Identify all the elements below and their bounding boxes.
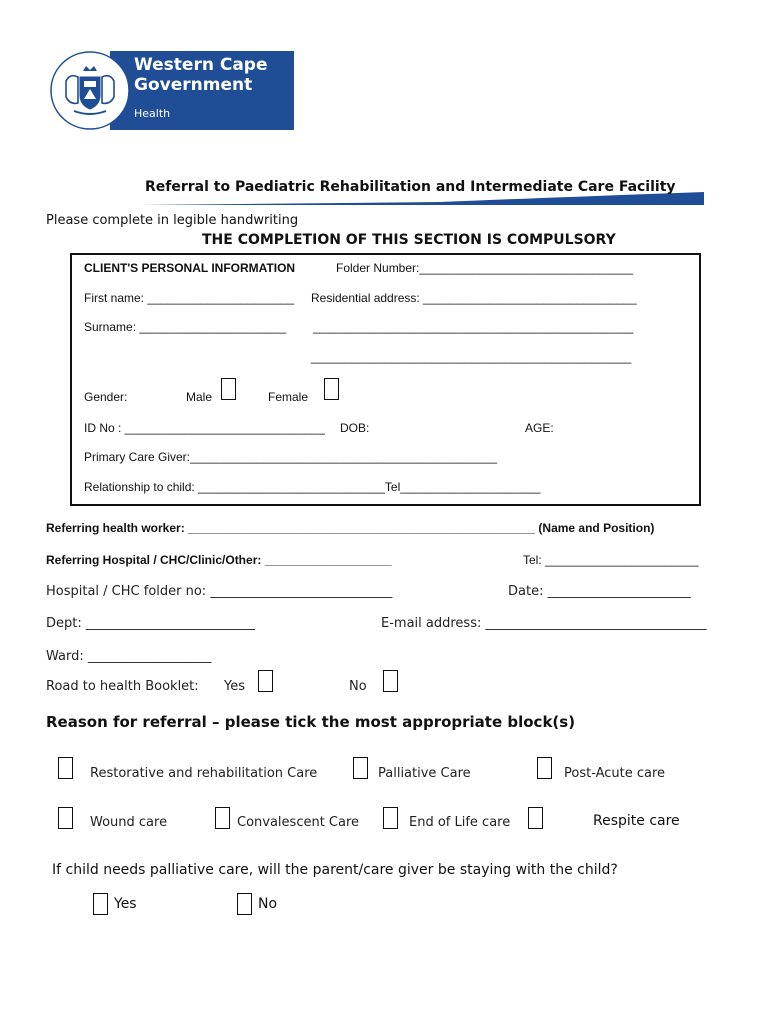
palliative-label: Palliative Care [378, 766, 471, 781]
post-acute-checkbox[interactable] [537, 757, 552, 779]
dob-field[interactable]: DOB: [340, 421, 370, 435]
id-number-field[interactable]: ID No : ______________________________ [84, 421, 325, 435]
road-to-health-label: Road to health Booklet: [46, 679, 199, 694]
referral-date-field[interactable]: Date: ______________________ [508, 584, 691, 599]
dept-field[interactable]: Dept: __________________________ [46, 616, 255, 631]
coat-of-arms-icon [50, 51, 130, 130]
logo-line3: Health [134, 107, 171, 120]
respite-label: Respite care [593, 813, 680, 829]
palliative-no-checkbox[interactable] [237, 893, 252, 915]
female-checkbox[interactable] [324, 378, 339, 400]
surname-field[interactable]: Surname: ______________________ [84, 320, 287, 334]
logo-line2: Government [134, 75, 253, 95]
road-to-health-yes-label: Yes [224, 679, 245, 694]
logo [50, 51, 294, 130]
palliative-yes-checkbox[interactable] [93, 893, 108, 915]
restorative-checkbox[interactable] [58, 757, 73, 779]
restorative-label: Restorative and rehabilitation Care [90, 766, 318, 781]
referring-hospital-field[interactable]: Referring Hospital / CHC/Clinic/Other: ___________________ [46, 553, 392, 567]
respite-checkbox[interactable] [528, 807, 543, 829]
palliative-checkbox[interactable] [353, 757, 368, 779]
palliative-no-label: No [258, 896, 278, 912]
age-field[interactable]: AGE: [525, 421, 554, 435]
address-line-2[interactable]: ________________________________________________ [313, 320, 634, 334]
female-label: Female [268, 390, 309, 404]
gender-label: Gender: [84, 390, 128, 404]
wound-care-label: Wound care [90, 815, 168, 830]
form-title: Referral to Paediatric Rehabilitation and Intermediate Care Facility [145, 179, 676, 195]
ward-field[interactable]: Ward: ___________________ [46, 649, 212, 664]
first-name-field[interactable]: First name: ______________________ [84, 291, 295, 305]
referral-tel-field[interactable]: Tel: _______________________ [523, 553, 699, 567]
wound-care-checkbox[interactable] [58, 807, 73, 829]
reason-heading: Reason for referral – please tick the most appropriate block(s) [46, 713, 576, 731]
road-to-health-no-checkbox[interactable] [383, 670, 398, 692]
residential-address-field[interactable]: Residential address: ________________________________ [311, 291, 637, 305]
referring-health-worker-field[interactable]: Referring health worker: ____________________________________________________ (Name and Position) [46, 521, 655, 535]
end-of-life-checkbox[interactable] [383, 807, 398, 829]
compulsory-notice: THE COMPLETION OF THIS SECTION IS COMPULSORY [202, 232, 616, 248]
end-of-life-label: End of Life care [409, 815, 511, 830]
personal-section-label: CLIENT'S PERSONAL INFORMATION [84, 261, 296, 275]
palliative-yes-label: Yes [114, 896, 137, 912]
male-checkbox[interactable] [221, 378, 236, 400]
relationship-field[interactable]: Relationship to child: ____________________________Tel_____________________ [84, 480, 541, 494]
logo-line1: Western Cape [134, 55, 268, 75]
palliative-question: If child needs palliative care, will the parent/care giver be staying with the child? [52, 862, 618, 878]
primary-care-giver-field[interactable]: Primary Care Giver:______________________________________________ [84, 450, 498, 464]
road-to-health-yes-checkbox[interactable] [258, 670, 273, 692]
post-acute-label: Post-Acute care [564, 766, 666, 781]
convalescent-label: Convalescent Care [237, 815, 360, 830]
convalescent-checkbox[interactable] [215, 807, 230, 829]
folder-number-field[interactable]: Folder Number:________________________________ [336, 261, 633, 275]
address-line-3[interactable]: ________________________________________________ [311, 350, 632, 364]
instruction-text: Please complete in legible handwriting [46, 213, 299, 228]
hospital-folder-no-field[interactable]: Hospital / CHC folder no: ____________________________ [46, 584, 393, 599]
email-field[interactable]: E-mail address: __________________________________ [381, 616, 707, 631]
male-label: Male [186, 390, 213, 404]
road-to-health-no-label: No [349, 679, 367, 694]
